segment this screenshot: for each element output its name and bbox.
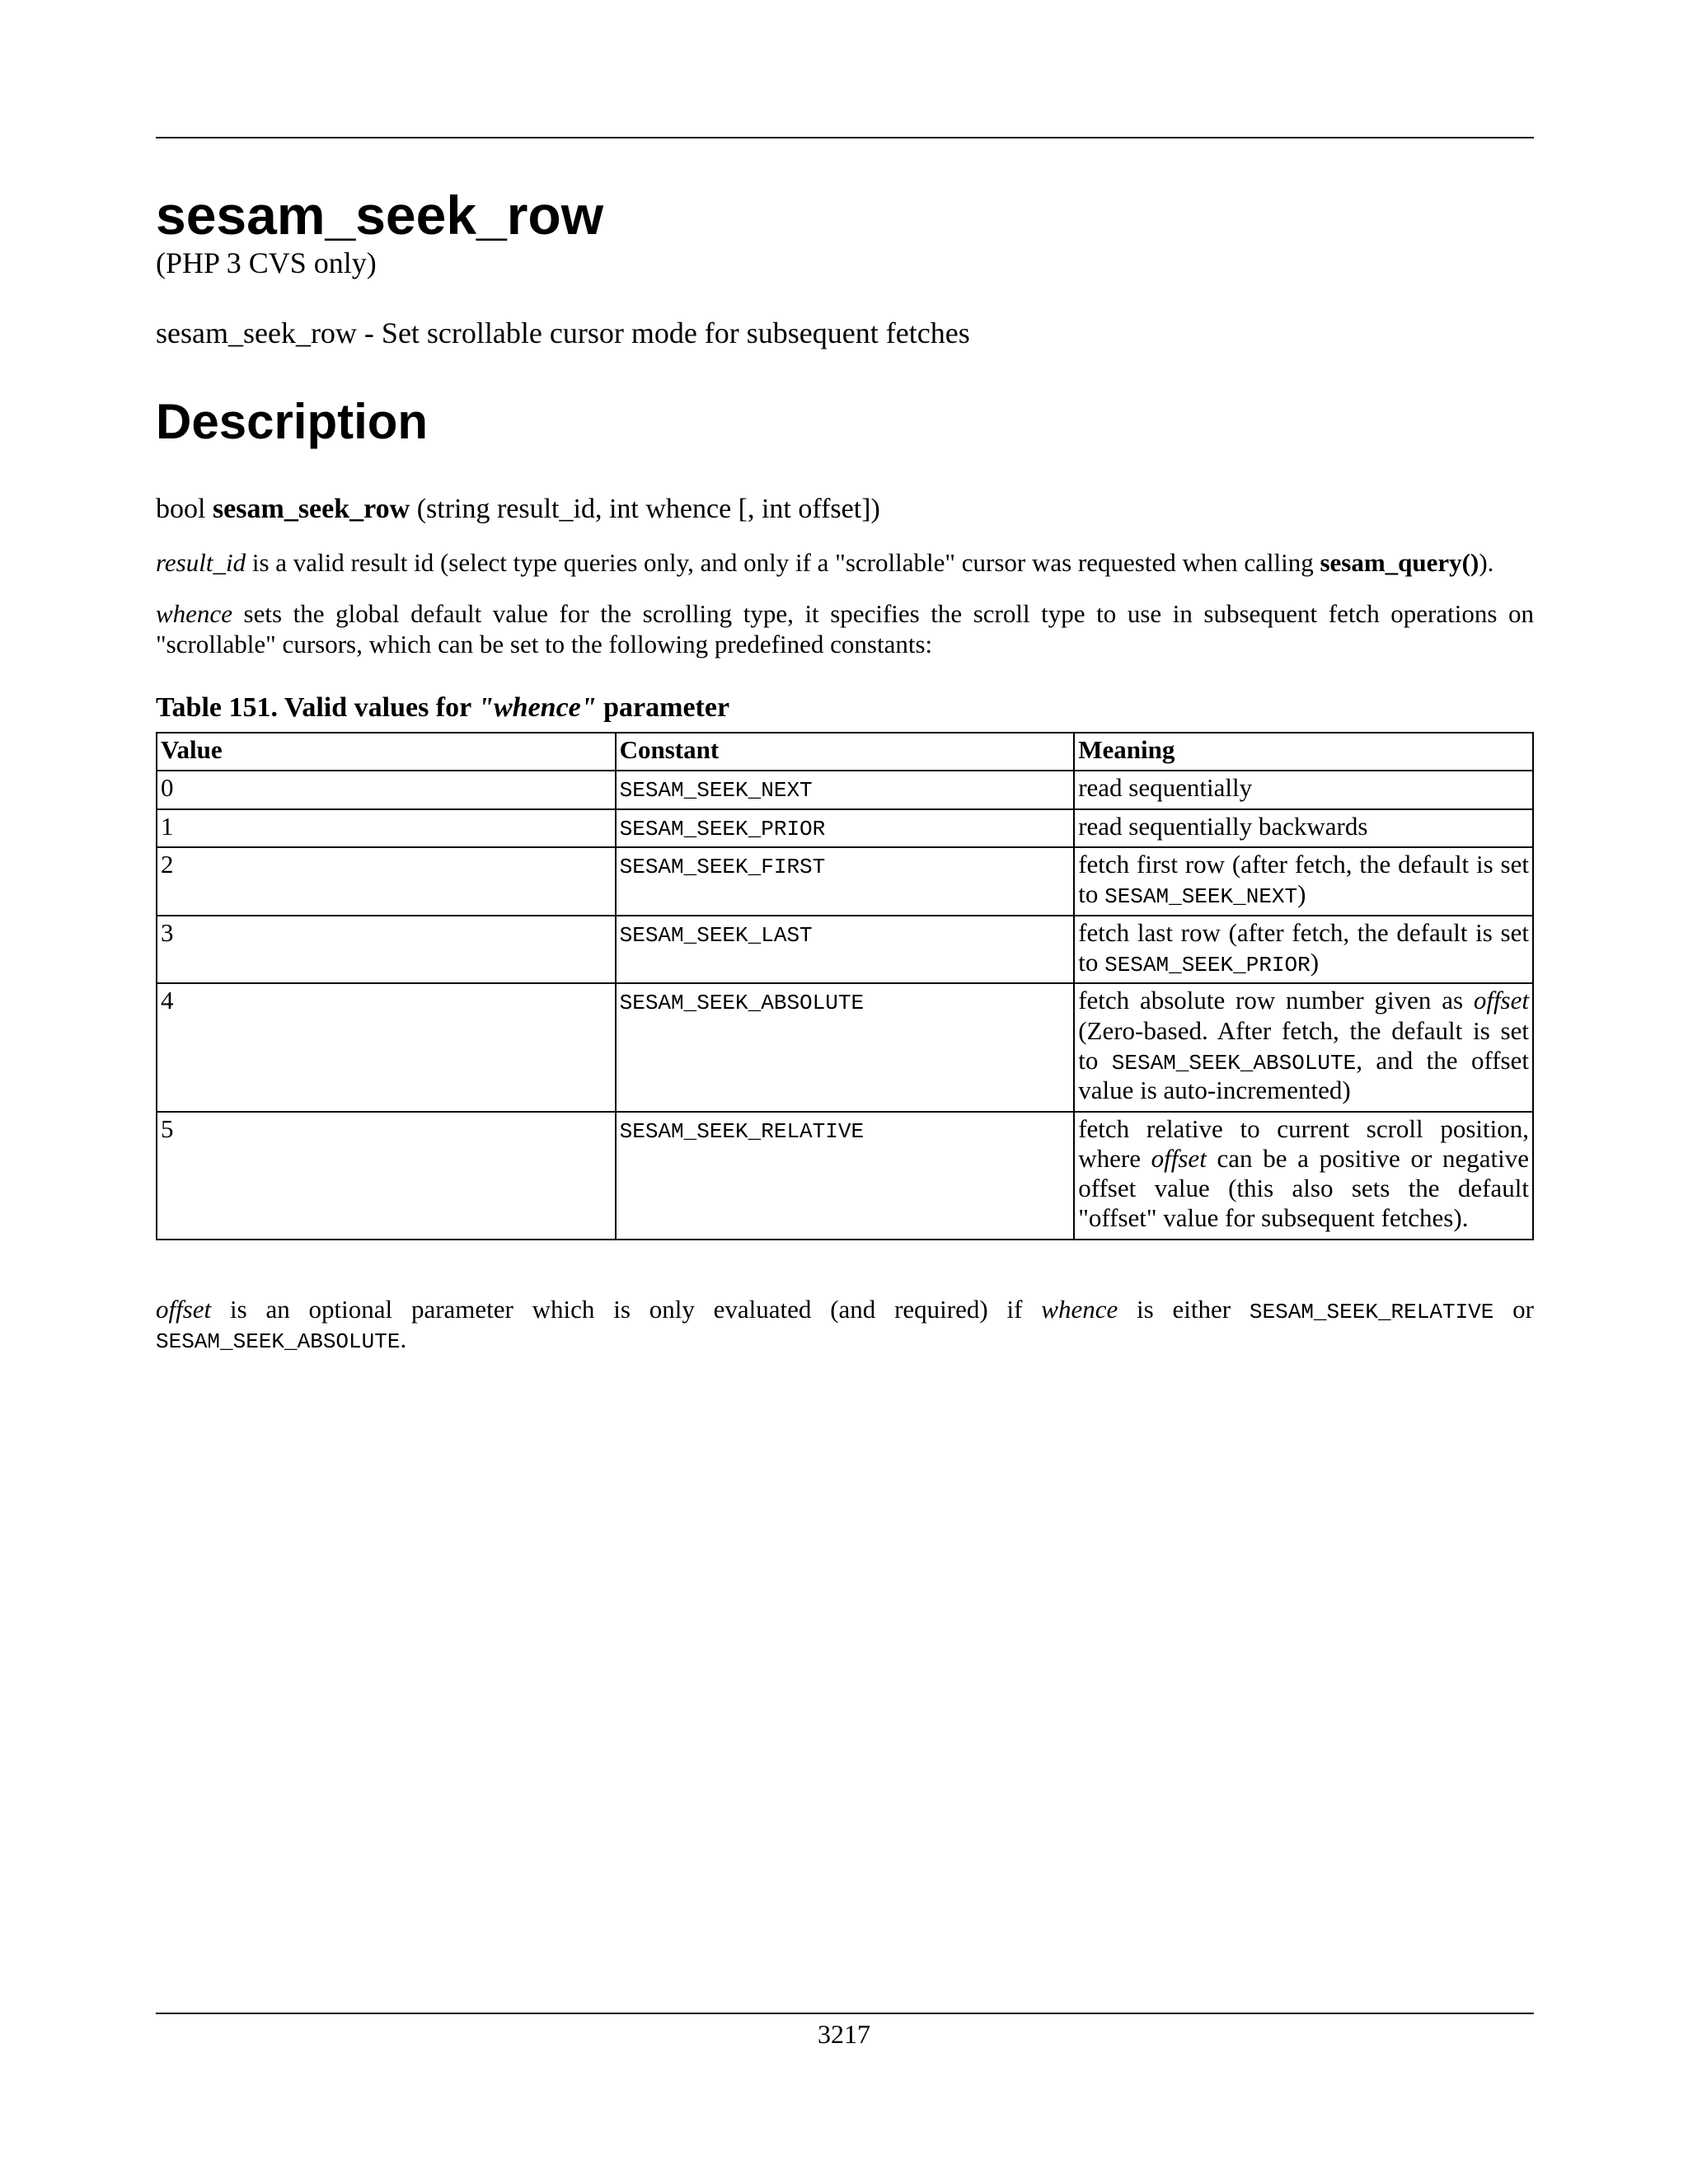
table-caption xyxy=(156,692,1534,724)
paragraph-text: is a valid result id (select type queries only, and only if a "scrollable" cursor was requested when calling xyxy=(246,548,1320,578)
meaning-text-end: ) xyxy=(1297,879,1306,909)
meaning-text: fetch relative to current scroll position, where xyxy=(1078,1113,1529,1173)
param-offset: offset xyxy=(156,1294,212,1324)
constant-code: SESAM_SEEK_RELATIVE xyxy=(619,1118,865,1144)
table-row xyxy=(157,1112,1533,1240)
cell-constant xyxy=(616,916,1075,984)
paragraph-end: ). xyxy=(1479,548,1494,578)
caption-param: "whence" xyxy=(478,691,597,723)
param-whence: whence xyxy=(156,599,232,629)
header-rule xyxy=(156,137,1534,138)
whence-values-table xyxy=(156,732,1534,1240)
paragraph-whence xyxy=(156,599,1534,659)
cell-constant xyxy=(616,847,1075,916)
page-number: 3217 xyxy=(818,2019,870,2049)
section-heading-description: Description xyxy=(156,394,429,450)
table-row xyxy=(157,809,1533,847)
footer-rule xyxy=(156,2013,1534,2014)
table-header-row xyxy=(157,733,1533,771)
cell-meaning xyxy=(1074,916,1533,984)
table-row xyxy=(157,983,1533,1111)
table-row xyxy=(157,916,1533,984)
synopsis-params: (string result_id, int whence [, int offset]) xyxy=(416,494,880,525)
cell-value: 3 xyxy=(157,916,616,984)
function-synopsis xyxy=(156,493,1534,527)
paragraph-text: is either xyxy=(1118,1294,1250,1324)
paragraph-offset xyxy=(156,1295,1534,1355)
paragraph-text: is an optional parameter which is only evaluated (and required) if xyxy=(211,1294,1042,1324)
column-header-meaning: Meaning xyxy=(1074,733,1533,771)
column-header-value: Value xyxy=(157,733,616,771)
meaning-text: fetch last row (after fetch, the default is set to xyxy=(1078,917,1529,977)
cell-meaning: read sequentially backwards xyxy=(1074,809,1533,847)
meaning-code: SESAM_SEEK_PRIOR xyxy=(1104,952,1311,977)
cell-value: 1 xyxy=(157,809,616,847)
table-row xyxy=(157,771,1533,808)
cell-constant xyxy=(616,1112,1075,1240)
link-sesam-query[interactable]: sesam_query() xyxy=(1320,548,1479,578)
meaning-text-end: can be a positive or negative offset value (this also sets the default "offset" value for subsequent fetches). xyxy=(1078,1143,1529,1233)
meaning-param: offset xyxy=(1151,1143,1207,1173)
cell-meaning: read sequentially xyxy=(1074,771,1533,808)
synopsis-function-name: sesam_seek_row xyxy=(212,494,410,525)
cell-meaning xyxy=(1074,847,1533,916)
column-header-constant: Constant xyxy=(616,733,1075,771)
param-whence: whence xyxy=(1041,1294,1118,1324)
meaning-text-end: ) xyxy=(1310,947,1320,977)
meaning-text-end: , and the offset value is auto-incremented) xyxy=(1078,1045,1529,1105)
function-title: sesam_seek_row xyxy=(156,185,604,246)
ref-purpose: sesam_seek_row - Set scrollable cursor mode for subsequent fetches xyxy=(156,316,970,350)
cell-meaning xyxy=(1074,983,1533,1111)
constant-code: SESAM_SEEK_ABSOLUTE xyxy=(619,991,865,1016)
cell-value: 4 xyxy=(157,983,616,1111)
constant-code: SESAM_SEEK_LAST xyxy=(619,922,813,948)
caption-prefix: Table 151. Valid values for xyxy=(156,691,479,723)
paragraph-text: or xyxy=(1493,1294,1535,1324)
cell-constant xyxy=(616,983,1075,1111)
constant-code: SESAM_SEEK_NEXT xyxy=(619,778,813,804)
meaning-text: fetch absolute row number given as xyxy=(1078,986,1474,1015)
paragraph-result-id xyxy=(156,548,1534,578)
meaning-code: SESAM_SEEK_ABSOLUTE xyxy=(1111,1050,1357,1076)
meaning-text-mid: (Zero-based. After fetch, the default is set to xyxy=(1078,1015,1529,1075)
cell-value: 5 xyxy=(157,1112,616,1240)
constant-code: SESAM_SEEK_PRIOR xyxy=(619,816,826,841)
cell-value: 0 xyxy=(157,771,616,808)
table-row xyxy=(157,847,1533,916)
version-note: (PHP 3 CVS only) xyxy=(156,246,377,279)
constant-code: SESAM_SEEK_RELATIVE xyxy=(1249,1299,1494,1324)
meaning-code: SESAM_SEEK_NEXT xyxy=(1104,884,1298,910)
paragraph-end: . xyxy=(400,1324,407,1354)
cell-constant xyxy=(616,771,1075,808)
meaning-param: offset xyxy=(1473,986,1529,1015)
paragraph-text: sets the global default value for the scrolling type, it specifies the scroll type to use in subsequent fetch operations on "scrollable" cursors, which can be set to the following predefined constants: xyxy=(156,599,1534,658)
param-result-id: result_id xyxy=(156,548,246,578)
cell-meaning xyxy=(1074,1112,1533,1240)
cell-constant xyxy=(616,809,1075,847)
meaning-text: fetch first row (after fetch, the default is set to xyxy=(1078,850,1529,909)
constant-code: SESAM_SEEK_FIRST xyxy=(619,855,826,880)
cell-value: 2 xyxy=(157,847,616,916)
synopsis-return-type: bool xyxy=(156,494,206,525)
page-content xyxy=(156,185,1535,1355)
caption-suffix: parameter xyxy=(596,691,730,723)
constant-code: SESAM_SEEK_ABSOLUTE xyxy=(156,1329,401,1355)
